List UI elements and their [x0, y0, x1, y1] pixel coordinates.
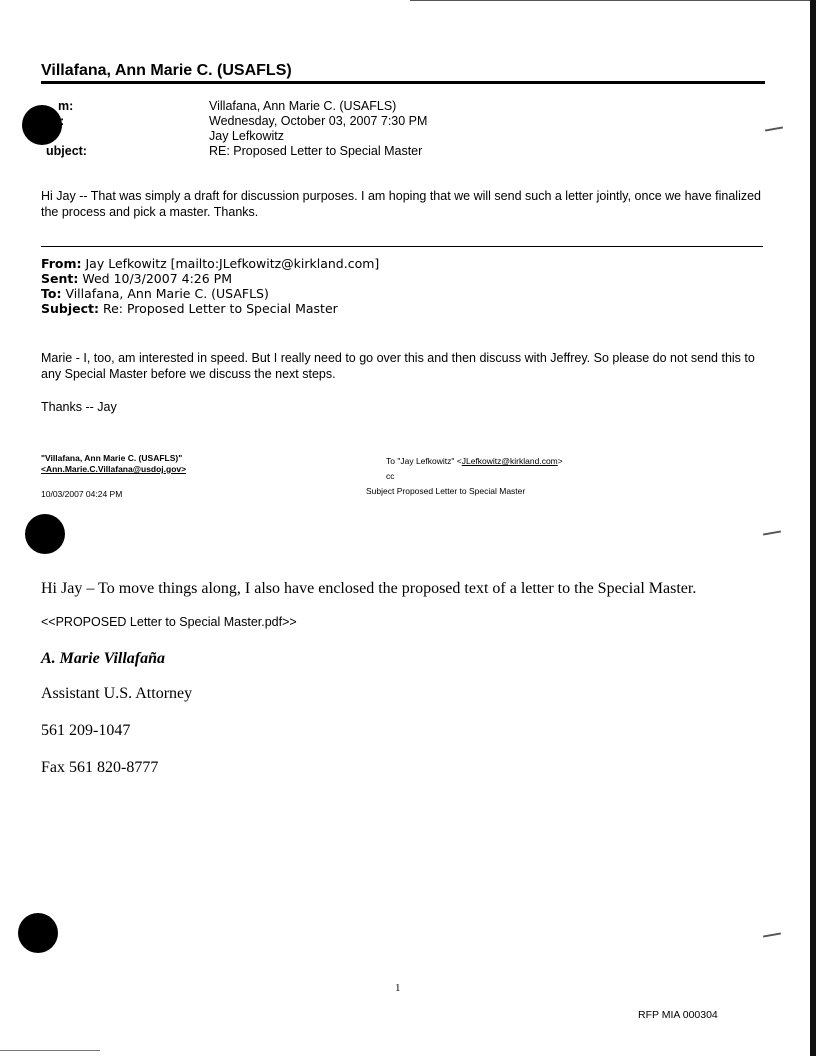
signature-phone: 561 209-1047: [41, 722, 131, 739]
forward-to-value: Villafana, Ann Marie C. (USAFLS): [65, 286, 269, 301]
attachment-line[interactable]: <<PROPOSED Letter to Special Master.pdf>>: [41, 615, 297, 629]
notes-subject: Subject Proposed Letter to Special Master: [366, 486, 526, 496]
notes-to-email[interactable]: JLefkowitz@kirkland.com: [461, 456, 558, 466]
original-body: Hi Jay – To move things along, I also have enclosed the proposed text of a letter to the Special Master.: [41, 580, 697, 597]
punch-hole: [25, 514, 65, 554]
forward-sent-label: Sent:: [41, 271, 79, 286]
notes-sender: [41, 453, 186, 475]
forward-subject-line: [41, 301, 338, 316]
thanks-line: Thanks -- Jay: [41, 400, 117, 414]
header-from-label: m:: [58, 99, 74, 113]
forward-from-line: [41, 256, 379, 271]
forward-from-label: From:: [41, 256, 82, 271]
reply-body: Hi Jay -- That was simply a draft for discussion purposes. I am hoping that we will send such a letter jointly, once we have finalized the process and pick a master. Thanks.: [41, 189, 762, 219]
header-subject-value: RE: Proposed Letter to Special Master: [209, 144, 423, 158]
forward-sent-line: [41, 271, 232, 286]
scan-mark: [763, 932, 781, 937]
forward-subject-label: Subject:: [41, 301, 99, 316]
document-title: Villafana, Ann Marie C. (USAFLS): [41, 62, 292, 79]
scan-edge-top: [410, 0, 816, 1]
forwarded-body: Marie - I, too, am interested in speed. But I really need to go over this and then discuss with Jeffrey. So please do not send this to any Special Master before we discuss the next steps.: [41, 351, 755, 381]
notes-cc: cc: [386, 471, 395, 481]
notes-to-prefix: To "Jay Lefkowitz" <: [386, 456, 462, 466]
signature-name: A. Marie Villafaña: [41, 650, 166, 667]
forward-divider: [41, 246, 763, 247]
header-from-value: Villafana, Ann Marie C. (USAFLS): [209, 99, 397, 113]
forward-from-value: Jay Lefkowitz [mailto:JLefkowitz@kirkland.com]: [85, 256, 380, 271]
notes-sender-name: "Villafana, Ann Marie C. (USAFLS)": [41, 453, 183, 463]
punch-hole: [18, 913, 58, 953]
notes-date: 10/03/2007 04:24 PM: [41, 489, 123, 499]
forward-to-label: To:: [41, 286, 62, 301]
forward-sent-value: Wed 10/3/2007 4:26 PM: [82, 271, 233, 286]
page-number: 1: [395, 982, 401, 994]
notes-sender-email[interactable]: <Ann.Marie.C.Villafana@usdoj.gov>: [41, 464, 187, 474]
bates-number: RFP MIA 000304: [638, 1009, 718, 1021]
scan-mark: [763, 530, 781, 535]
signature-title: Assistant U.S. Attorney: [41, 685, 193, 702]
signature-fax: Fax 561 820-8777: [41, 759, 159, 776]
title-divider: [41, 81, 765, 84]
header-subject-label: ubject:: [46, 144, 87, 158]
scan-mark: [765, 126, 783, 131]
punch-hole: [22, 105, 65, 145]
header-sent-value: Wednesday, October 03, 2007 7:30 PM: [209, 114, 428, 128]
notes-to: [386, 456, 563, 467]
scan-edge-bottom: [0, 1050, 100, 1051]
forward-subject-value: Re: Proposed Letter to Special Master: [102, 301, 338, 316]
scan-edge-right: [810, 0, 816, 1056]
forward-to-line: [41, 286, 269, 301]
notes-to-suffix: >: [557, 456, 563, 466]
header-to-value: Jay Lefkowitz: [209, 129, 285, 143]
header-sent-label: :: [60, 114, 65, 128]
